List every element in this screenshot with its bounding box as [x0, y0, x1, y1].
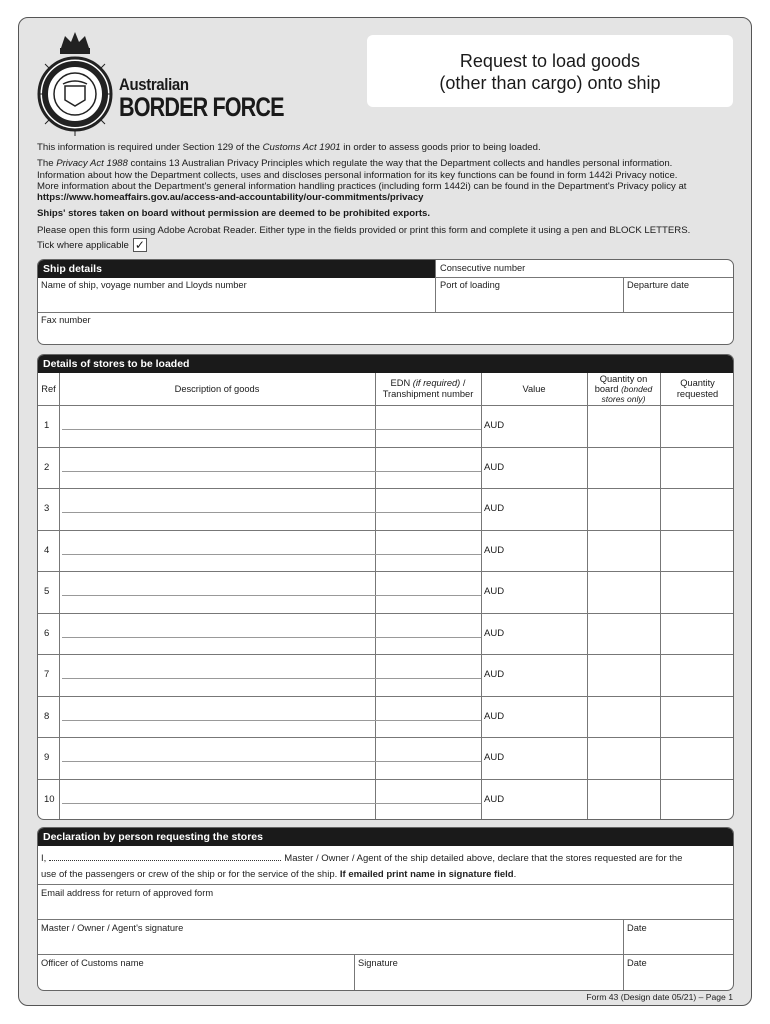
row-ref-2: 2: [44, 461, 50, 473]
currency-label: AUD: [484, 710, 505, 722]
col-quantity-requested: Quantity requested: [676, 378, 719, 399]
row-ref-9: 9: [44, 752, 50, 763]
form-page: [18, 17, 752, 1006]
row-divider: [38, 447, 733, 448]
form-footer: Form 43 (Design date 05/21) – Page 1: [586, 992, 733, 1002]
currency-label: AUD: [484, 461, 505, 473]
declaration-heading: Declaration by person requesting the stores: [38, 828, 733, 846]
description-edn-line[interactable]: [62, 554, 481, 555]
col-value: Value: [522, 383, 546, 394]
col-edn: EDN (if required) / Transhipment number: [382, 378, 474, 399]
description-edn-line[interactable]: [62, 803, 481, 804]
logo-text-big: BORDER FORCE: [119, 92, 284, 122]
currency-label: AUD: [484, 627, 505, 639]
currency-label: AUD: [484, 503, 505, 514]
ship-name-label: Name of ship, voyage number and Lloyds number: [41, 280, 247, 290]
col-quantity-on-board: Quantity on board (bonded stores only): [594, 374, 653, 404]
row-ref-8: 8: [44, 710, 50, 722]
row-ref-4: 4: [44, 544, 50, 556]
consecutive-number-label: Consecutive number: [440, 263, 526, 273]
currency-label: AUD: [484, 420, 505, 431]
fax-number-label: Fax number: [41, 315, 91, 325]
description-edn-line[interactable]: [62, 471, 481, 472]
row-ref-1: 1: [44, 420, 50, 431]
title-line-1: Request to load goods: [459, 51, 641, 71]
intro-line-3: Information about how the Department collects, uses and discloses personal information for its key functions can be found in form 1442i Privacy notice.: [37, 169, 678, 181]
logo-text-small: Australian: [119, 75, 189, 94]
intro-line-6: Ships' stores taken on board without permission are deemed to be prohibited exports.: [37, 208, 431, 220]
currency-label: AUD: [484, 752, 505, 763]
declaration-line-2: use of the passengers or crew of the ship or for the service of the ship. If emailed print name in signature field.: [41, 869, 517, 880]
officer-name-label: Officer of Customs name: [41, 958, 144, 968]
row-divider: [38, 613, 733, 614]
row-divider: [38, 779, 733, 780]
name-field[interactable]: [49, 860, 281, 861]
signature-label: Master / Owner / Agent's signature: [41, 923, 184, 933]
tick-icon: ✓: [134, 238, 145, 252]
tick-label: Tick where applicable: [37, 239, 129, 251]
row-ref-10: 10: [44, 793, 55, 805]
departure-date-label: Departure date: [627, 280, 690, 290]
row-divider: [38, 696, 733, 697]
row-ref-3: 3: [44, 503, 50, 514]
row-divider: [38, 737, 733, 738]
row-ref-5: 5: [44, 586, 50, 597]
port-of-loading-label: Port of loading: [440, 280, 500, 290]
description-edn-line[interactable]: [62, 595, 481, 596]
email-label: Email address for return of approved form: [41, 888, 214, 898]
col-description: Description of goods: [174, 383, 260, 394]
date-label-2: Date: [627, 958, 647, 968]
tick-legend: [37, 238, 147, 252]
declaration-line-1: I, Master / Owner / Agent of the ship detailed above, declare that the stores requested are for the: [41, 853, 683, 864]
intro-line-4: More information about the Department's general information handling practices (including form 1442i) can be found in the Department's Privacy policy at: [37, 180, 687, 192]
description-edn-line[interactable]: [62, 429, 481, 430]
ship-details-section: [37, 259, 734, 345]
intro-line-7: Please open this form using Adobe Acrobat Reader. Either type in the fields provided or print this form and complete it using a pen and BLOCK LETTERS.: [37, 224, 691, 236]
description-edn-line[interactable]: [62, 637, 481, 638]
intro-text: [37, 142, 737, 236]
currency-label: AUD: [484, 793, 505, 805]
ship-details-heading: Ship details: [38, 260, 435, 278]
col-ref: Ref: [41, 383, 56, 394]
row-divider: [38, 571, 733, 572]
description-edn-line[interactable]: [62, 678, 481, 679]
description-edn-line[interactable]: [62, 720, 481, 721]
stores-heading: Details of stores to be loaded: [38, 355, 733, 373]
officer-signature-label: Signature: [358, 958, 398, 968]
currency-label: AUD: [484, 586, 505, 597]
form-title: [367, 35, 733, 107]
currency-label: AUD: [484, 669, 505, 680]
row-divider: [38, 488, 733, 489]
stores-section: [37, 354, 734, 820]
privacy-link[interactable]: https://www.homeaffairs.gov.au/access-and-accountability/our-commitments/privacy: [37, 192, 424, 204]
row-divider: [38, 530, 733, 531]
description-edn-line[interactable]: [62, 512, 481, 513]
description-edn-line[interactable]: [62, 761, 481, 762]
currency-label: AUD: [484, 544, 505, 556]
border-force-logo: [35, 26, 284, 138]
title-line-2: (other than cargo) onto ship: [439, 73, 661, 93]
crest-icon: [35, 26, 115, 138]
intro-line-1: This information is required under Section 129 of the Customs Act 1901 in order to assess goods prior to being loaded.: [37, 142, 541, 153]
row-divider: [38, 654, 733, 655]
date-label-1: Date: [627, 923, 647, 933]
declaration-section: [37, 827, 734, 991]
row-ref-7: 7: [44, 669, 50, 680]
row-ref-6: 6: [44, 627, 50, 639]
intro-line-2: The Privacy Act 1988 contains 13 Australian Privacy Principles which regulate the way that the Department collects and handles personal information.: [37, 158, 673, 170]
